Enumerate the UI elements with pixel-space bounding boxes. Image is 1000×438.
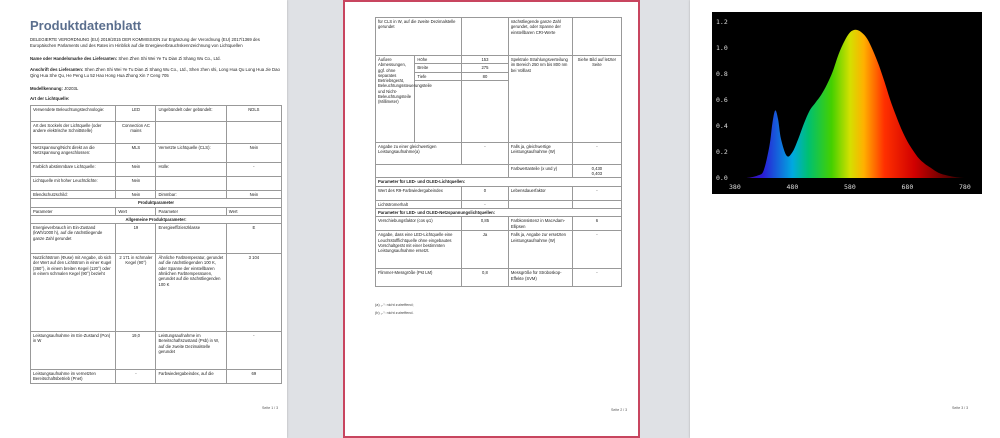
- column-header: Wert: [116, 207, 156, 215]
- y-tick-label: 1.2: [716, 18, 728, 26]
- table-row: [31, 144, 282, 163]
- table-cell: 69: [226, 370, 281, 384]
- table-cell: Ungebündelt oder gebündelt:: [156, 106, 226, 122]
- light-source-table: [30, 105, 282, 384]
- table-cell: Falls ja, Angabe zur ersetzten Leistungsaufnahme (W): [508, 231, 572, 269]
- table-row: [31, 177, 282, 191]
- dim-label: Höhe: [415, 56, 462, 64]
- net-params-header: Parameter für LED- und OLED-Netzspannungslichtquellen:: [376, 209, 622, 217]
- x-tick-label: 480: [786, 183, 799, 191]
- table-cell: Flimmer-Messgröße (Pst LM): [376, 269, 462, 287]
- table-cell: E: [226, 224, 281, 254]
- table-row: [376, 200, 622, 208]
- model-line: [30, 86, 282, 92]
- table-cell: Messgröße für Stroboskop-Effekte (SVM): [508, 269, 572, 287]
- table-row: [31, 254, 282, 332]
- table-cell: -: [116, 370, 156, 384]
- document-page-2: [343, 0, 640, 438]
- color-share-y: 0,403: [591, 171, 603, 177]
- table-cell: Falls ja, gleichwertige Leistungsaufnahme (W): [508, 142, 572, 164]
- table-row: [376, 186, 622, 200]
- table-cell: -: [226, 163, 281, 177]
- dim-label: Breite: [415, 64, 462, 72]
- dim-value: 153: [462, 56, 509, 64]
- table-cell: Blendschutzschild:: [31, 191, 116, 199]
- table-cell: 2 171 in schmaler Kegel (90°): [116, 254, 156, 332]
- color-share-values: [572, 164, 621, 178]
- table-cell: Nein: [116, 191, 156, 199]
- table-cell: Leistungsaufnahme im vernetzten Bereitschaftsbetrieb (Pnet): [31, 370, 116, 384]
- table-row: [376, 18, 622, 56]
- x-tick-label: 680: [901, 183, 914, 191]
- table-header-row: [31, 207, 282, 215]
- color-share-x: 0,430: [591, 165, 603, 171]
- table-cell: Ja: [462, 231, 509, 269]
- table-row: [376, 164, 622, 178]
- table-cell: nächstliegende ganze Zahl gerundet, oder Spanne der einstellbaren CRI-Werte: [508, 18, 572, 56]
- page-number: Seite 2 / 3: [611, 408, 628, 412]
- table-cell: 0: [462, 186, 509, 200]
- table-cell: -: [572, 231, 621, 269]
- x-tick-label: 580: [844, 183, 856, 191]
- table-cell: Nein: [116, 163, 156, 177]
- supplier-address: Shen Zhen Shi Wei Ye Tu Dian Zi Shang Wu Co., Ltd., Shen zhen shi, Long Hua Qu Long Hua Jie Dao Qing Hua She Qu, He Peng Lu 52 Hao Hong Hua Zhong Xin 7 Ceng 705: [30, 67, 280, 78]
- table-cell: -: [226, 332, 281, 370]
- table-cell: -: [572, 142, 621, 164]
- table-cell: 19: [116, 224, 156, 254]
- table-cell: Verschiebungsfaktor (cos φ1): [376, 217, 462, 231]
- table-row: [31, 106, 282, 122]
- table-cell: 3 104: [226, 254, 281, 332]
- footnote-a: (a) „-“: nicht zutreffend;: [375, 303, 414, 307]
- model-label: Modellkennung:: [30, 86, 63, 91]
- table-row: [31, 122, 282, 144]
- document-page-1: [0, 0, 287, 438]
- table-cell: NDLS: [226, 106, 281, 122]
- table-row: [31, 163, 282, 177]
- table-cell: [156, 177, 226, 191]
- table-row: [376, 231, 622, 269]
- model-value: J0203L: [64, 86, 79, 91]
- table-cell: Nein: [226, 191, 281, 199]
- table-cell: Nein: [226, 144, 281, 163]
- spectrum-chart: [690, 0, 1000, 438]
- spectral-label: Spektrale Strahlungsverteilung im Bereich 250 nm bis 800 nm bei Volllast: [508, 56, 572, 143]
- table-cell: Dimmbar:: [156, 191, 226, 199]
- type-label: Art der Lichtquelle:: [30, 96, 70, 101]
- table-cell: Connection AC mains: [116, 122, 156, 144]
- dim-value: 80: [462, 72, 509, 80]
- table-cell: Leistungsaufnahme im Ein-Zustand (Pon) in W: [31, 332, 116, 370]
- table-section-header: [376, 178, 622, 186]
- column-header: Wert: [226, 207, 281, 215]
- table-row: [376, 142, 622, 164]
- table-cell: Energieverbrauch im Ein-Zustand (kWh/1000 h), auf die nächstliegende ganze Zahl gerundet: [31, 224, 116, 254]
- table-cell: [572, 200, 621, 208]
- table-cell: [462, 18, 509, 56]
- supplier-name-label: Name oder Handelsmarke des Lieferanten:: [30, 56, 118, 61]
- table-cell: -: [572, 269, 621, 287]
- table-cell: -: [462, 142, 509, 164]
- y-tick-label: 0.2: [716, 148, 728, 156]
- x-tick-label: 780: [959, 183, 971, 191]
- table-row: [376, 56, 622, 64]
- dim-value: 275: [462, 64, 509, 72]
- page-number: Seite 3 / 3: [952, 406, 969, 410]
- table-cell: [226, 177, 281, 191]
- spectral-value: Siehe Bild auf letzter Seite: [572, 56, 621, 143]
- table-cell: Angabe, dass eine LED-Lichtquelle eine Leuchtstofflichtquelle ohne eingebautes Vorschaltgerät mit einer bestimmten Leistungsaufnahme ersetzt.: [376, 231, 462, 269]
- table-cell: Angabe zu einer gleichwertigen Leistungsaufnahme(a): [376, 142, 462, 164]
- y-tick-label: 0.6: [716, 96, 728, 104]
- table-cell: Farbwiedergabeindex, auf die: [156, 370, 226, 384]
- regulation-text: DELEGIERTE VERORDNUNG (EU) 2019/2015 DER KOMMISSION zur Ergänzung der Verordnung (EU) 2017/1369 des Europäischen Parlaments und des Rates im Hinblick auf die Energieverbrauchskennzeichnung von Lichtquellen: [30, 37, 260, 48]
- table-cell: 6: [572, 217, 621, 231]
- table-cell: Nutzlichtstrom (Φuse) mit Angabe, ob sich der Wert auf den Lichtstrom in einer Kugel (360°), in einem breiten Kegel (120°) oder in einem schmalen Kegel (90°) bezieht: [31, 254, 116, 332]
- table-cell: Verwendete Beleuchtungstechnologie:: [31, 106, 116, 122]
- table-cell: Vernetzte Lichtquelle (CLS):: [156, 144, 226, 163]
- table-row: [31, 370, 282, 384]
- table-row: [376, 217, 622, 231]
- table-cell: -: [462, 200, 509, 208]
- column-header: Parameter: [156, 207, 226, 215]
- document-title: Produktdatenblatt: [30, 18, 142, 33]
- table-section-header: [376, 209, 622, 217]
- supplier-name-line: [30, 56, 282, 62]
- table-row: [31, 224, 282, 254]
- table-cell: Lebensdauerfaktor: [508, 186, 572, 200]
- led-params-header: Parameter für LED- und OLED-Lichtquellen:: [376, 178, 622, 186]
- table-cell: Energieeffizienzklasse: [156, 224, 226, 254]
- spec-table-continued: [375, 17, 622, 287]
- table-cell: Hülle:: [156, 163, 226, 177]
- dim-label: Tiefe: [415, 72, 462, 80]
- table-cell: MLS: [116, 144, 156, 163]
- table-cell: Farblich abstimmbare Lichtquelle:: [31, 163, 116, 177]
- footnote-b: (b) „-“: nicht zutreffend.: [375, 311, 414, 315]
- table-section-header: [31, 215, 282, 223]
- y-tick-label: 1.0: [716, 44, 728, 52]
- y-tick-label: 0.4: [716, 122, 728, 130]
- table-row: [31, 332, 282, 370]
- table-cell: [156, 122, 226, 144]
- general-params-header: Allgemeine Produktparameter:: [31, 215, 282, 223]
- table-cell: Ähnliche Farbtemperatur, gerundet auf die nächstliegenden 100 K, oder Spanne der einstellbaren ähnlichen Farbtemperaturen, gerundet auf die nächstliegenden 100 K: [156, 254, 226, 332]
- table-row: [31, 191, 282, 199]
- table-cell: für CLS in W, auf die zweite Dezimalstelle gerundet: [376, 18, 462, 56]
- table-cell: Leistungsaufnahme im Bereitschaftszustand (Psb) in W, auf die zweite Dezimalstelle gerundet: [156, 332, 226, 370]
- color-share-label: Farbwertanteile (x und y): [508, 164, 572, 178]
- supplier-address-line: [30, 67, 282, 78]
- table-cell: [572, 18, 621, 56]
- table-cell: Lichtstromerhalt: [376, 200, 462, 208]
- table-cell: Lichtquelle mit hoher Leuchtdichte:: [31, 177, 116, 191]
- table-section-header: [31, 199, 282, 207]
- table-cell: [508, 200, 572, 208]
- table-cell: Art des Sockels der Lichtquelle (oder andere elektrische Schnittstelle): [31, 122, 116, 144]
- table-cell: 0,8: [462, 269, 509, 287]
- document-page-3: [690, 0, 1000, 438]
- table-cell: -: [572, 186, 621, 200]
- table-cell: 0,85: [462, 217, 509, 231]
- dimensions-label: Äußere Abmessungen, ggf. ohne separates Betriebsgerät, Beleuchtungssteuerungsteile und Nicht-Beleuchtungsteile (Millimeter): [376, 56, 415, 143]
- type-line: [30, 96, 282, 102]
- table-cell: [226, 122, 281, 144]
- table-cell: 19,0: [116, 332, 156, 370]
- y-tick-label: 0.0: [716, 174, 728, 182]
- params-header: Produktparameter: [31, 199, 282, 207]
- y-tick-label: 0.8: [716, 70, 728, 78]
- supplier-address-label: Anschrift des Lieferanten:: [30, 67, 84, 72]
- table-cell: Nein: [116, 177, 156, 191]
- table-row: [376, 269, 622, 287]
- column-header: Parameter: [31, 207, 116, 215]
- table-cell: Farbkonsistenz in MacAdam-Ellipsen: [508, 217, 572, 231]
- x-tick-label: 380: [729, 183, 741, 191]
- supplier-name: Shen Zhen Shi Wei Ye Tu Dian Zi Shang Wu Co., Ltd.: [118, 56, 221, 61]
- table-cell: LED: [116, 106, 156, 122]
- table-cell: Wert des R9-Farbwiedergabeindex: [376, 186, 462, 200]
- page-number: Seite 1 / 3: [262, 406, 279, 410]
- table-cell: Netzspannung/Nicht direkt an die Netzspannung angeschlossen:: [31, 144, 116, 163]
